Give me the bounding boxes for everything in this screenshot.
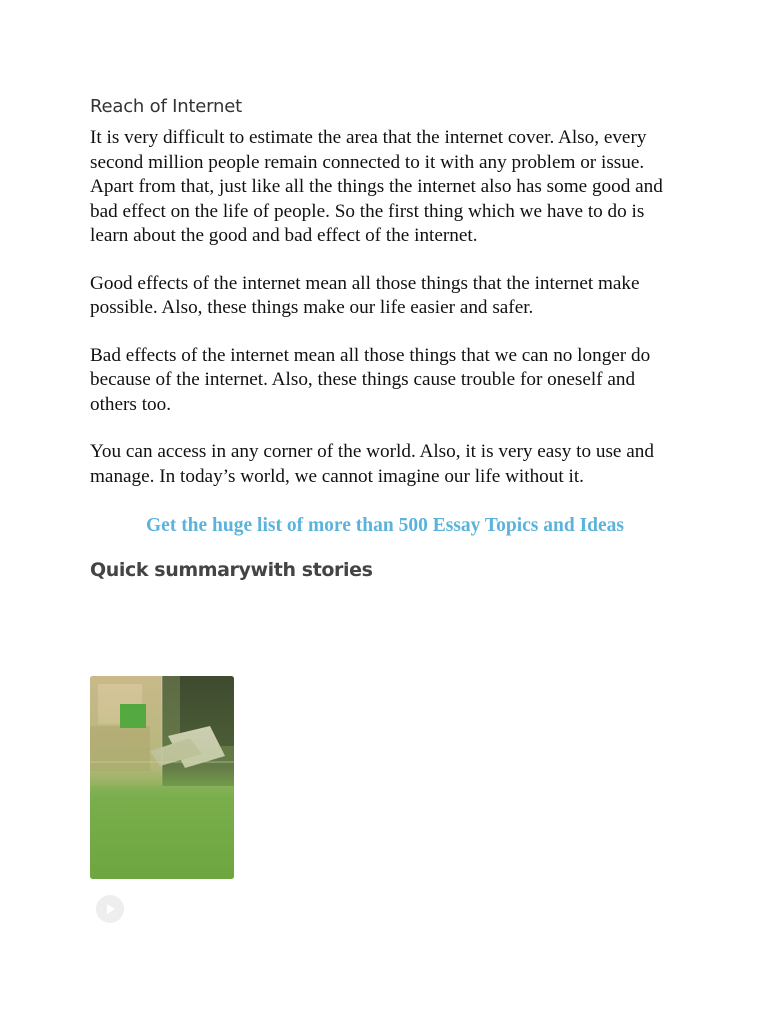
- paragraph-4: You can access in any corner of the world. Also, it is very easy to use and manage. In today’s world, we cannot imagine our life without it.: [90, 441, 654, 487]
- play-icon: [103, 902, 117, 916]
- section-heading: Reach of Internet: [90, 96, 242, 117]
- paragraph-1: It is very difficult to estimate the area that the internet cover. Also, every second million people remain connected to it with any problem or issue. Apart from that, just like all the things the internet also has some good and bad effect on the life of people. So the first thing which we have to do is learn about the good and bad effect of the internet.: [90, 127, 663, 246]
- essay-topics-link[interactable]: Get the huge list of more than 500 Essay Topics and Ideas: [146, 515, 624, 536]
- article-content: [90, 96, 680, 581]
- story-thumbnail[interactable]: [90, 676, 234, 879]
- play-button[interactable]: [96, 895, 124, 923]
- story-thumbnail-image: [90, 676, 234, 879]
- stories-section-title: Quick summarywith stories: [90, 559, 373, 581]
- paragraph-3: Bad effects of the internet mean all those things that we can no longer do because of the internet. Also, these things cause trouble for oneself and others too.: [90, 344, 651, 415]
- paragraph-2: Good effects of the internet mean all those things that the internet make possible. Also, these things make our life easier and safer.: [90, 272, 640, 318]
